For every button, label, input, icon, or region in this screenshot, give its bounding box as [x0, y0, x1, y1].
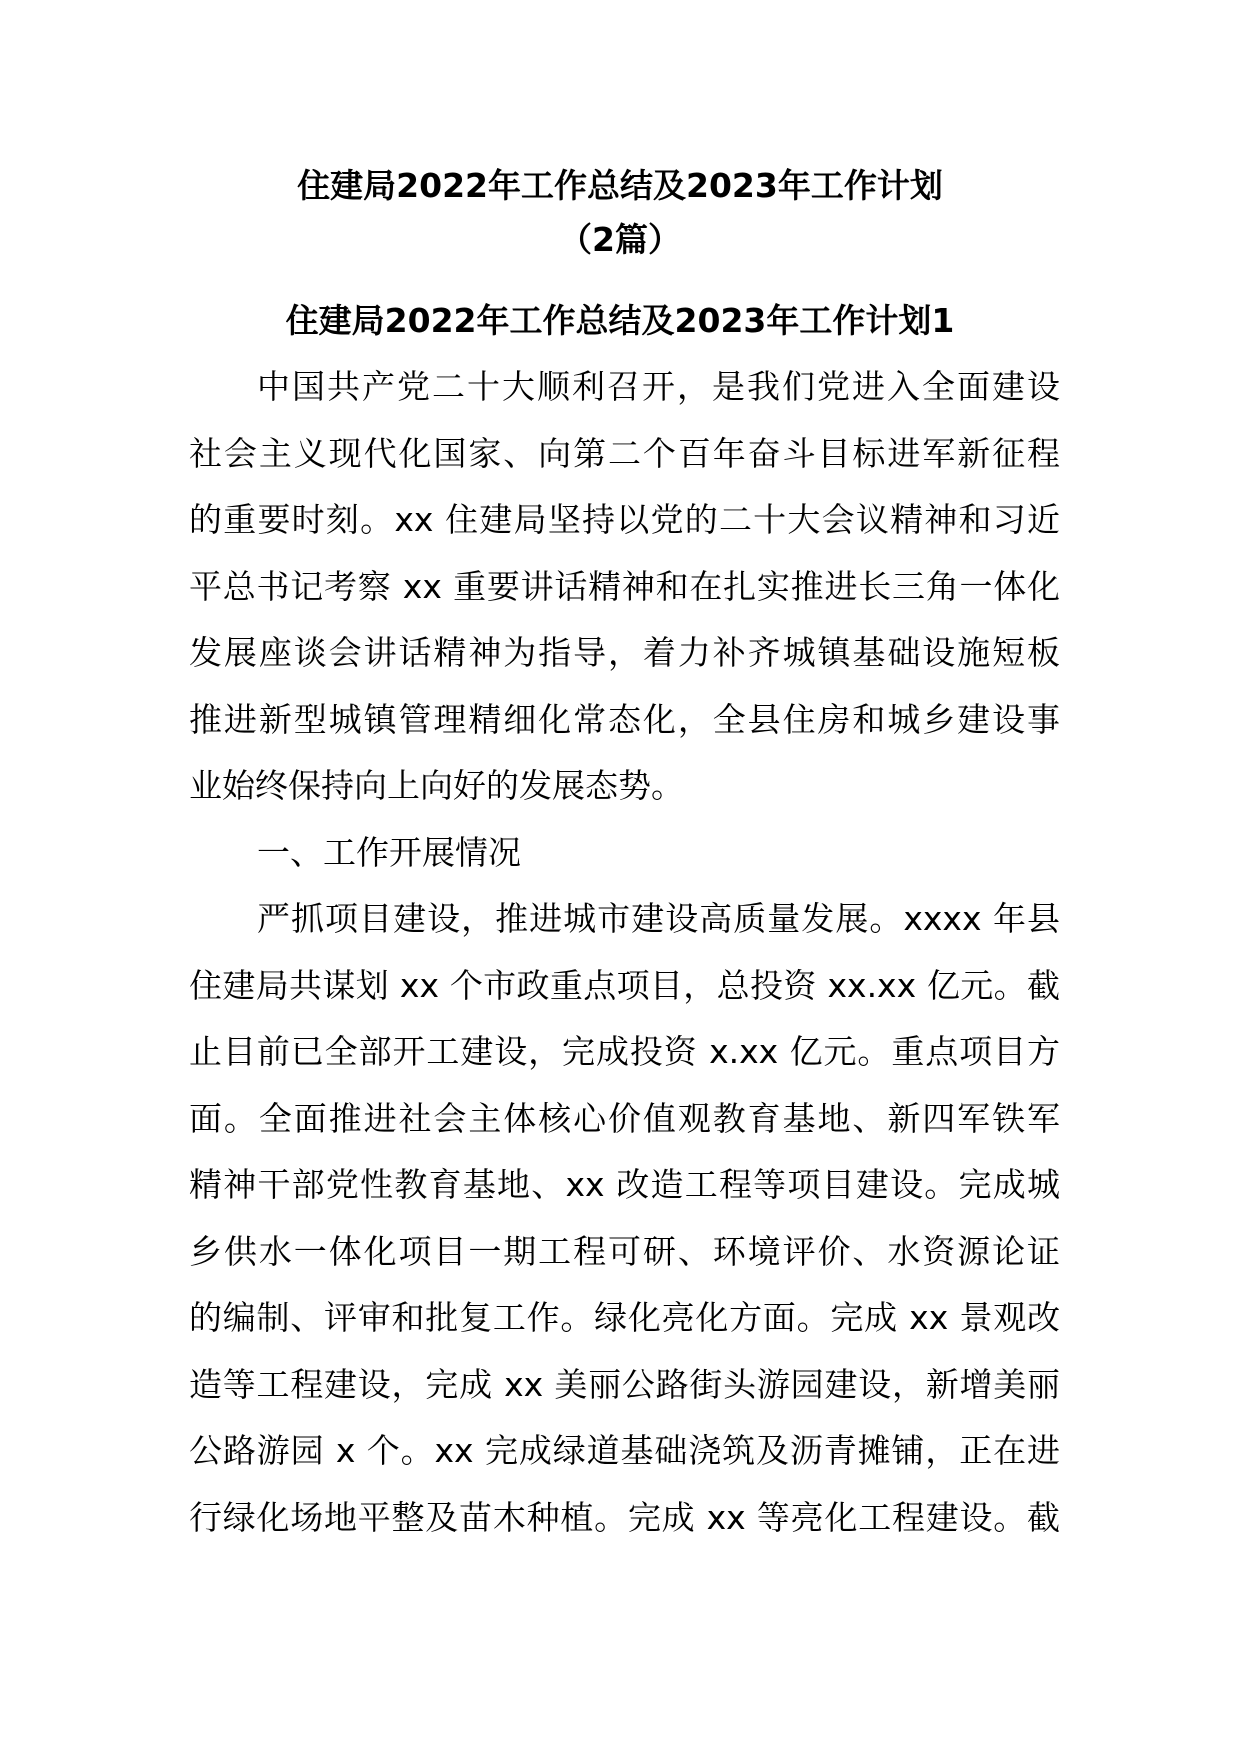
paragraph-line: 的编制、评审和批复工作。绿化亮化方面。完成 xx 景观改: [189, 1298, 1060, 1337]
paragraph-line: 造等工程建设，完成 xx 美丽公路街头游园建设，新增美丽: [189, 1364, 1060, 1404]
paragraph-line: 社会主义现代化国家、向第二个百年奋斗目标进军新征程: [189, 433, 1060, 473]
document-body: [189, 354, 1060, 1551]
document-title-count: （2篇）: [559, 220, 681, 259]
paragraph-line: 精神干部党性教育基地、xx 改造工程等项目建设。完成城: [189, 1165, 1060, 1204]
paragraph-line: 止目前已全部开工建设，完成投资 x.xx 亿元。重点项目方: [189, 1032, 1060, 1071]
paragraph-line: 行绿化场地平整及苗木种植。完成 xx 等亮化工程建设。截: [189, 1497, 1060, 1537]
paragraph-line: 住建局共谋划 xx 个市政重点项目，总投资 xx.xx 亿元。截: [189, 965, 1060, 1005]
paragraph-line: 推进新型城镇管理精细化常态化，全县住房和城乡建设事: [189, 699, 1060, 739]
paragraph-line: 平总书记考察 xx 重要讲话精神和在扎实推进长三角一体化: [189, 566, 1060, 606]
paragraph-line: 业始终保持向上向好的发展态势。: [189, 766, 684, 805]
paragraph-line: 乡供水一体化项目一期工程可研、环境评价、水资源论证: [189, 1231, 1060, 1271]
paragraph-line: 中国共产党二十大顺利召开，是我们党进入全面建设: [257, 367, 1060, 406]
section-title: 住建局2022年工作总结及2023年工作计划1: [285, 301, 955, 340]
paragraph-line: 的重要时刻。xx 住建局坚持以党的二十大会议精神和习近: [189, 500, 1060, 539]
paragraph-line: 发展座谈会讲话精神为指导，着力补齐城镇基础设施短板: [189, 633, 1060, 672]
paragraph-line: 面。全面推进社会主体核心价值观教育基地、新四军铁军: [189, 1098, 1060, 1138]
paragraph-line: 严抓项目建设，推进城市建设高质量发展。xxxx 年县: [257, 899, 1060, 938]
document-title: 住建局2022年工作总结及2023年工作计划: [297, 166, 943, 205]
paragraph-line: 公路游园 x 个。xx 完成绿道基础浇筑及沥青摊铺，正在进: [189, 1431, 1060, 1470]
section-heading: 一、工作开展情况: [257, 832, 521, 872]
